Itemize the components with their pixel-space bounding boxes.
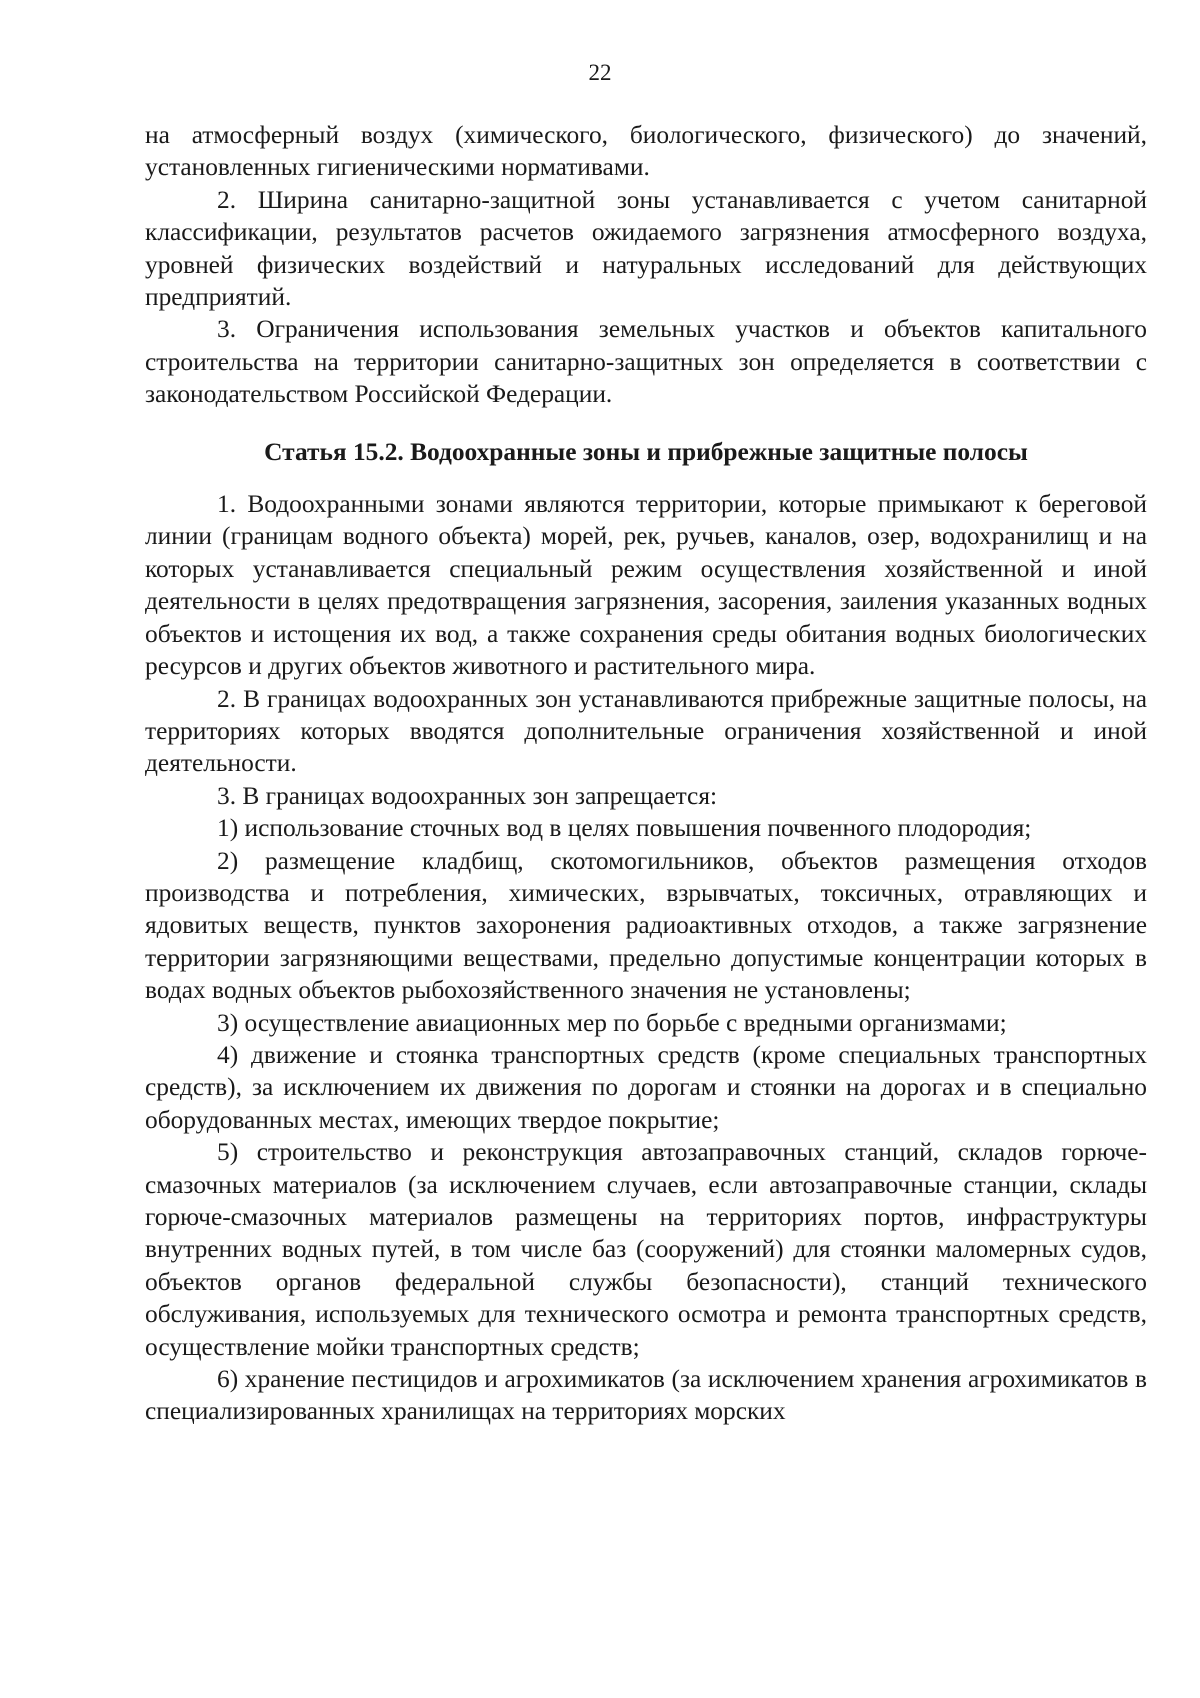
paragraph-water-protection-definition: 1. Водоохранными зонами являются территории, которые примыкают к береговой линии (границам водного объекта) морей, рек, ручьев, каналов, озер, водохранилищ и на которых устанавливается специальный режим осуществления хозяйственной и иной деятельности в целях предотвращения загрязнения, засорения, заиления указанных водных объектов и истощения их вод, а также сохранения среды обитания водных биологических ресурсов и других объектов животного и растительного мира. — [145, 490, 1147, 681]
page-number: 22 — [588, 60, 612, 85]
paragraph-sanitary-zone-width: 2. Ширина санитарно-защитной зоны устанавливается с учетом санитарной классификации, результатов расчетов ожидаемого загрязнения атмосферного воздуха, уровней физических воздействий и натуральных исследований для действующих предприятий. — [145, 185, 1147, 312]
list-item-prohibition-2: 2) размещение кладбищ, скотомогильников, объектов размещения отходов производства и потребления, химических, взрывчатых, токсичных, отравляющих и ядовитых веществ, пунктов захоронения радиоактивных отходов, а также загрязнение территории загрязняющими веществами, предельно допустимые концентрации которых в водах водных объектов рыбохозяйственного значения не установлены; — [145, 846, 1147, 1005]
paragraph-land-use-restrictions: 3. Ограничения использования земельных участков и объектов капитального строительства на территории санитарно-защитных зон определяется в соответствии с законодательством Российской Федерации. — [145, 315, 1147, 409]
list-item-prohibition-5: 5) строительство и реконструкция автозаправочных станций, складов горюче-смазочных материалов (за исключением случаев, если автозаправочные станции, склады горюче-смазочных материалов размещены на территориях портов, инфраструктуры внутренних водных путей, в том числе баз (сооружений) для стоянки маломерных судов, объектов органов федеральной службы безопасности), станций технического обслуживания, используемых для технического осмотра и ремонта транспортных средств, осуществление мойки транспортных средств; — [145, 1138, 1147, 1361]
article-heading: Статья 15.2. Водоохранные зоны и прибрежные защитные полосы — [264, 437, 1028, 466]
list-item-prohibition-3: 3) осуществление авиационных мер по борьбе с вредными организмами; — [217, 1008, 1007, 1037]
list-item-prohibition-4: 4) движение и стоянка транспортных средств (кроме специальных транспортных средств), за исключением их движения по дорогам и стоянки на дорогах и в специально оборудованных местах, имеющих твердое покрытие; — [145, 1040, 1147, 1134]
paragraph-coastal-strips: 2. В границах водоохранных зон устанавливаются прибрежные защитные полосы, на территориях которых вводятся дополнительные ограничения хозяйственной и иной деятельности. — [145, 684, 1147, 778]
paragraph-prohibitions-intro: 3. В границах водоохранных зон запрещается: — [217, 781, 718, 810]
document-body — [145, 119, 1147, 1428]
list-item-prohibition-6: 6) хранение пестицидов и агрохимикатов (за исключением хранения агрохимикатов в специализированных хранилищах на территориях морских — [145, 1365, 1147, 1426]
paragraph-continuation: на атмосферный воздух (химического, биологического, физического) до значений, установленных гигиеническими нормативами. — [145, 121, 1147, 182]
list-item-prohibition-1: 1) использование сточных вод в целях повышения почвенного плодородия; — [217, 814, 1032, 843]
